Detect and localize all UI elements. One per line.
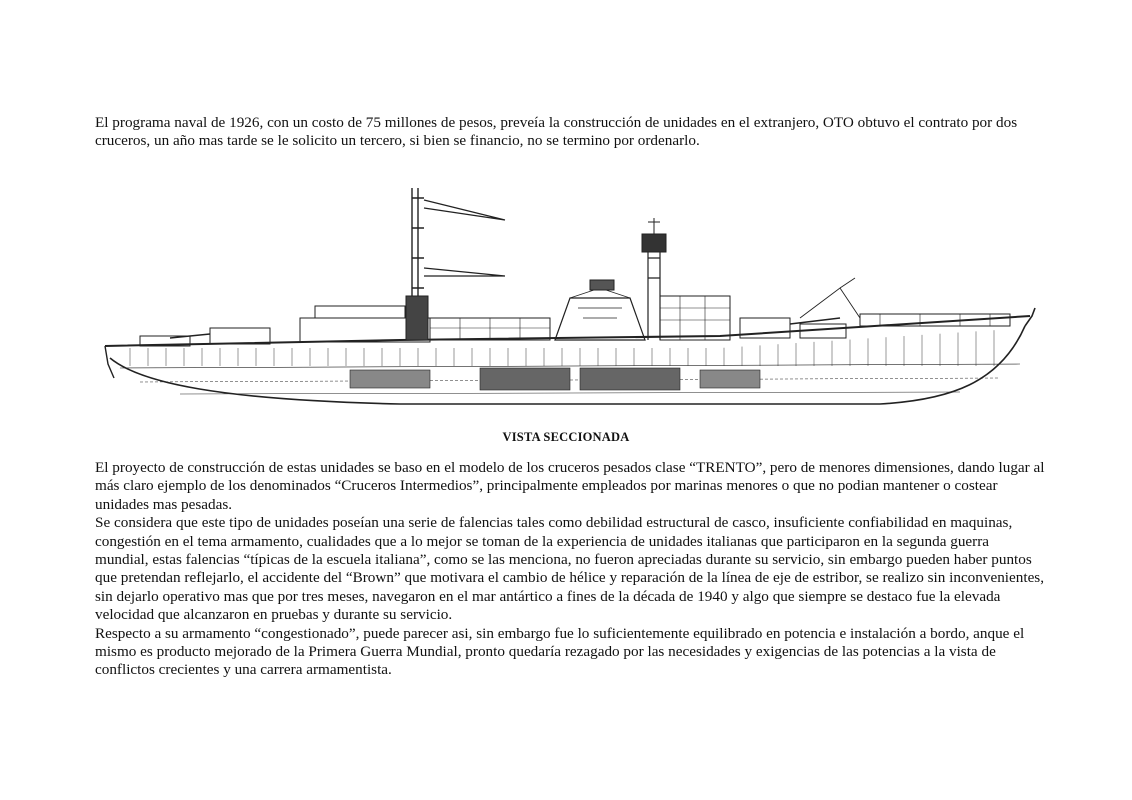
body-paragraph: Respecto a su armamento “congestionado”, puede parecer asi, sin embargo fue lo suficientemente equilibrado en potencia e instalación a bordo, anque el mismo es producto mejorado de la Primera Guerra Mundial, pronto quedaría rezagado por las necesidades y exigencias de las potencias a la vista de conflictos crecientes y una carrera armamentista.	[95, 624, 1025, 679]
lower-deck	[120, 364, 1020, 368]
body-paragraph: El proyecto de construcción de estas unidades se baso en el modelo de los cruceros pesados clase “TRENTO”, pero de menores dimensiones, dando lugar al más claro ejemplo de los denominados “Cruceros Intermedios”, principalmente empleados por marinas menores o que no podian mantener o costear unidades mas pesadas.	[95, 459, 1045, 513]
after-turret	[210, 328, 270, 344]
bridge-top	[642, 234, 666, 252]
foremast	[648, 238, 660, 340]
ship-cutaway-drawing	[100, 168, 1040, 426]
body-paragraph: Se considera que este tipo de unidades poseían una serie de falencias tales como debilidad estructural de casco, insuficiente confiabilidad en maquinas, congestión en el tema armamento, cualidades que a lo mejor se toman de la experiencia de unidades italianas que participaron en la segunda guerra mundial, estas falencias “típicas de la escuela italiana”, como se las menciona, no fueron apreciadas durante su servicio, sin embargo pueden haber puntos que pretendan reflejarlo, el accidente del “Brown” que motivara el cambio de hélice y reparación de la línea de eje de estribor, se realizo sin inconvenientes, sin dejarlo operativo mas que por tres meses, navegaron en el mar antártico a fines de la década de 1940 y algo que siempre se destaco fue la elevada velocidad que alcanzaron en pruebas y durante su servicio.	[95, 514, 1045, 624]
boiler-room	[580, 368, 680, 390]
forward-crane	[800, 278, 860, 318]
bridge-block	[660, 296, 730, 340]
stern	[105, 346, 114, 378]
crane-jib-upper	[424, 200, 505, 220]
crane-housing	[406, 296, 428, 340]
body-text	[95, 459, 1045, 680]
main-deck	[105, 316, 1030, 346]
intro-paragraph: El programa naval de 1926, con un costo de 75 millones de pesos, preveía la construcción de unidades en el extranjero, OTO obtuvo el contrato por dos cruceros, un año mas tarde se le solicito un tercero, si bien se financio, no se termino por ordenarlo.	[95, 114, 1018, 150]
figure-caption: VISTA SECCIONADA	[502, 430, 630, 444]
engine-room	[480, 368, 570, 390]
funnel-dome	[555, 298, 645, 340]
crane-jib-lower	[424, 268, 505, 276]
inner-bottom	[180, 392, 960, 394]
